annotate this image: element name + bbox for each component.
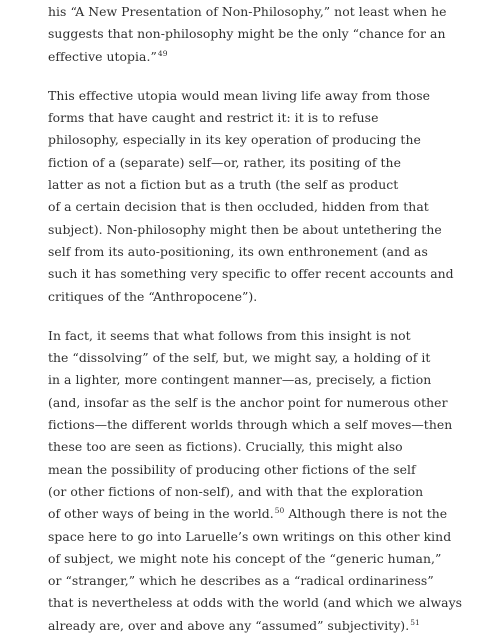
paragraph-1 xyxy=(48,1,478,68)
text-line: of a certain decision that is then occluded, hidden from that xyxy=(48,199,429,215)
text-line: self from its auto-positioning, its own enthronement (and as xyxy=(48,243,428,259)
text-line: or “stranger,” which he describes as a “radical ordinariness” xyxy=(48,573,434,589)
footnote-marker[interactable]: 50 xyxy=(274,506,285,516)
text-line: that is nevertheless at odds with the world (and which we always xyxy=(48,595,463,611)
text-line: such it has something very specific to offer recent accounts and xyxy=(48,266,454,282)
footnote-marker[interactable]: 49 xyxy=(157,48,168,58)
paragraph-gap xyxy=(48,68,478,85)
paragraph-3 xyxy=(48,325,478,637)
line-text: effective utopia.” xyxy=(48,48,157,64)
line-text: of other ways of being in the world. xyxy=(48,506,274,522)
paragraph-gap xyxy=(48,308,478,325)
text-line: subject). Non-philosophy might then be about untethering the xyxy=(48,221,442,237)
footnote-marker[interactable]: 51 xyxy=(410,617,420,627)
text-line: (and, insofar as the self is the anchor point for numerous other xyxy=(48,394,448,410)
text-line: mean the possibility of producing other fictions of the self xyxy=(48,461,416,477)
text-line xyxy=(48,503,478,525)
text-line: fictions—the different worlds through which a self moves—then xyxy=(48,417,453,433)
paragraph-2 xyxy=(48,85,478,308)
text-line: philosophy, especially in its key operation of producing the xyxy=(48,132,421,148)
text-line: the “dissolving” of the self, but, we might say, a holding of it xyxy=(48,350,431,366)
text-line: latter as not a fiction but as a truth (the self as product xyxy=(48,177,399,193)
text-line: fiction of a (separate) self—or, rather, its positing of the xyxy=(48,154,401,170)
text-line: his “A New Presentation of Non-Philosophy,” not least when he xyxy=(48,4,447,19)
text-line: of subject, we might note his concept of the “generic human,” xyxy=(48,550,442,566)
text-line: In fact, it seems that what follows from this insight is not xyxy=(48,327,411,343)
text-line: forms that have caught and restrict it: it is to refuse xyxy=(48,110,379,126)
text-line: critiques of the “Anthropocene”). xyxy=(48,288,258,304)
text-line xyxy=(48,46,478,68)
line-text-continued: Although there is not the xyxy=(284,506,448,522)
text-line: (or other fictions of non-self), and with that the exploration xyxy=(48,483,424,499)
text-line: space here to go into Laruelle’s own writings on this other kind xyxy=(48,528,452,544)
text-line: This effective utopia would mean living life away from those xyxy=(48,87,431,103)
line-text: already are, over and above any “assumed” subjectivity). xyxy=(48,617,410,633)
text-line: suggests that non-philosophy might be the only “chance for an xyxy=(48,26,446,42)
text-line: in a lighter, more contingent manner—as, precisely, a fiction xyxy=(48,372,432,388)
text-line: these too are seen as fictions). Crucially, this might also xyxy=(48,439,403,455)
text-line xyxy=(48,615,478,637)
document-page xyxy=(48,1,478,637)
